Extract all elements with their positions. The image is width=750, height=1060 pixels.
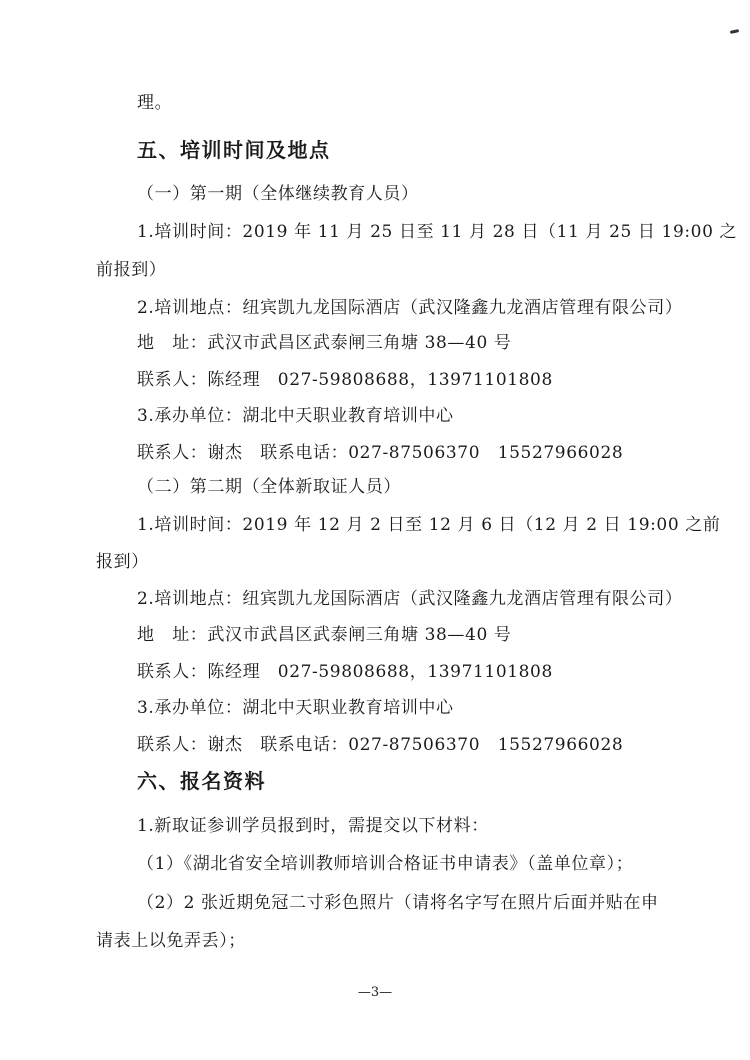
body-text-line: 1.培训时间：2019 年 12 月 2 日至 12 月 6 日（12 月 2 日 19:00 之前 <box>137 515 721 535</box>
scan-mark <box>730 29 739 34</box>
body-text-line: 地 址：武汉市武昌区武泰闸三角塘 38—40 号 <box>137 333 512 353</box>
subsection-heading: （一）第一期（全体继续教育人员） <box>137 184 419 204</box>
body-text-line: （2）2 张近期免冠二寸彩色照片（请将名字写在照片后面并贴在申 <box>137 893 659 913</box>
subsection-heading: （二）第二期（全体新取证人员） <box>137 477 401 497</box>
body-text-line: 联系人：谢杰 联系电话：027-87506370 15527966028 <box>137 443 624 463</box>
section-heading: 六、报名资料 <box>137 769 266 793</box>
body-text-line: 理。 <box>137 93 173 113</box>
body-text-line: 2.培训地点：纽宾凯九龙国际酒店（武汉隆鑫九龙酒店管理有限公司） <box>137 589 683 609</box>
body-text-line: （1）《湖北省安全培训教师培训合格证书申请表》（盖单位章）； <box>137 854 634 874</box>
body-text-line: 3.承办单位：湖北中天职业教育培训中心 <box>137 698 454 718</box>
page-number: —3— <box>357 985 393 1000</box>
body-text-line: 1.培训时间：2019 年 11 月 25 日至 11 月 28 日（11 月 25 日 19:00 之 <box>137 222 738 242</box>
body-text-line: 联系人：陈经理 027-59808688，13971101808 <box>137 662 553 682</box>
body-text-line: 地 址：武汉市武昌区武泰闸三角塘 38—40 号 <box>137 625 512 645</box>
body-text-line: 1.新取证参训学员报到时，需提交以下材料： <box>137 816 489 836</box>
body-text-line: 前报到） <box>96 260 167 280</box>
body-text-line: 请表上以免弄丢）； <box>96 931 246 951</box>
body-text-line: 联系人：谢杰 联系电话：027-87506370 15527966028 <box>137 735 624 755</box>
body-text-line: 报到） <box>96 552 149 572</box>
body-text-line: 3.承办单位：湖北中天职业教育培训中心 <box>137 406 454 426</box>
section-heading: 五、培训时间及地点 <box>137 138 331 162</box>
body-text-line: 联系人：陈经理 027-59808688，13971101808 <box>137 370 553 390</box>
body-text-line: 2.培训地点：纽宾凯九龙国际酒店（武汉隆鑫九龙酒店管理有限公司） <box>137 298 683 318</box>
